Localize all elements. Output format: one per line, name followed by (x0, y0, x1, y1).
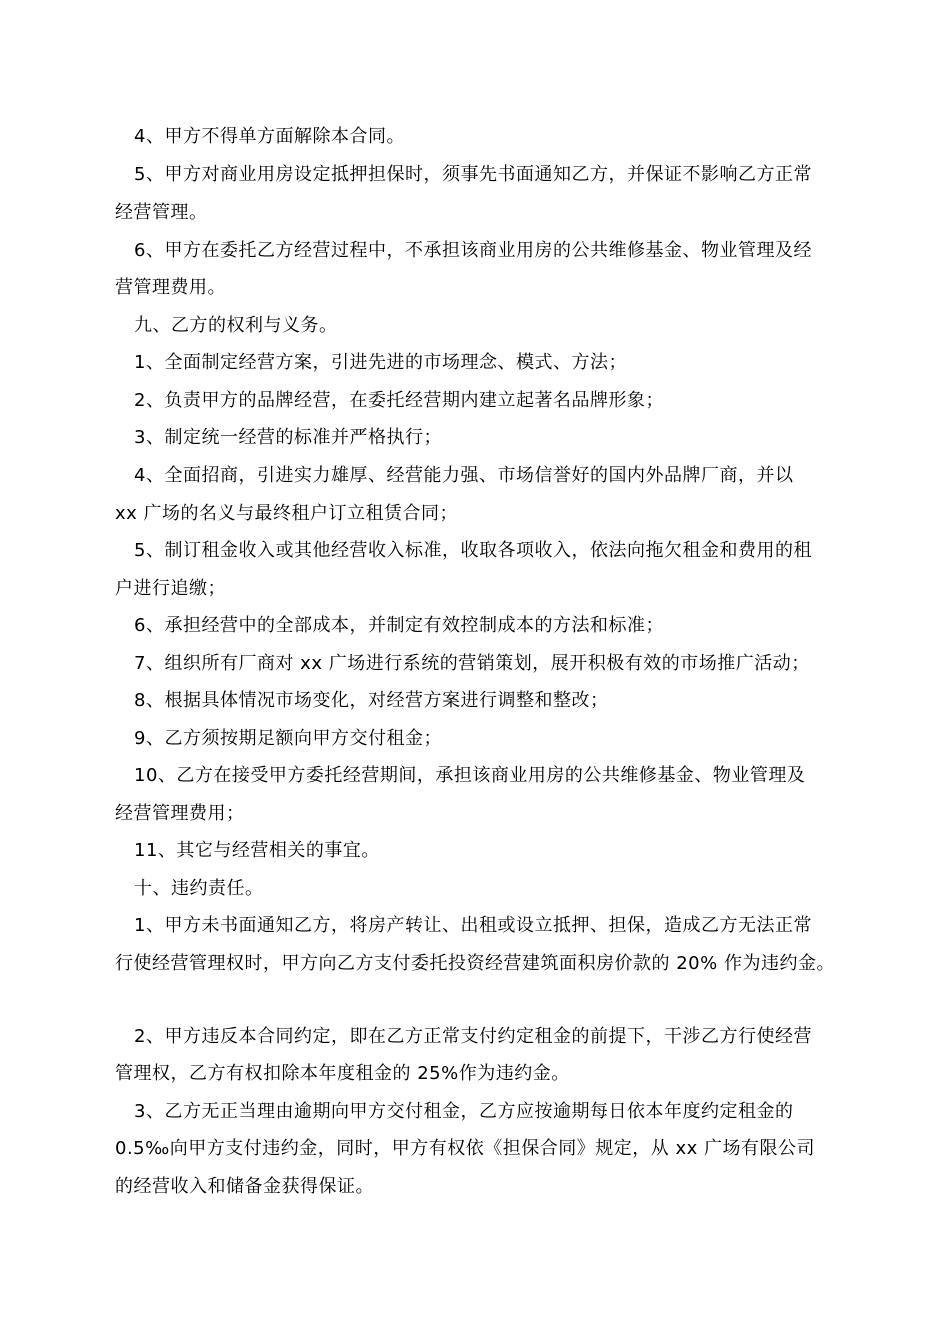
paragraph-line: 0.5‰向甲方支付违约金，同时，甲方有权依《担保合同》规定，从 xx 广场有限公司 (115, 1138, 816, 1159)
paragraph-line: 8、根据具体情况市场变化，对经营方案进行调整和整改； (134, 690, 609, 711)
paragraph-line: 营管理费用。 (115, 277, 226, 298)
paragraph-line: 行使经营管理权时，甲方向乙方支付委托投资经营建筑面积房价款的 20% 作为违约金。 (115, 953, 835, 974)
paragraph-line: 3、制定统一经营的标准并严格执行； (134, 427, 442, 448)
paragraph-line: 户进行追缴； (115, 578, 226, 599)
paragraph-line: 6、承担经营中的全部成本，并制定有效控制成本的方法和标准； (134, 615, 664, 636)
section-heading: 十、违约责任。 (134, 878, 264, 899)
paragraph-line: 1、甲方未书面通知乙方，将房产转让、出租或设立抵押、担保，造成乙方无法正常 (134, 915, 812, 936)
paragraph-line: xx 广场的名义与最终租户订立租赁合同； (115, 503, 459, 524)
paragraph-line: 4、甲方不得单方面解除本合同。 (134, 126, 405, 147)
paragraph-line: 经营管理费用； (115, 803, 245, 824)
paragraph-line: 2、甲方违反本合同约定，即在乙方正常支付约定租金的前提下，干涉乙方行使经营 (134, 1026, 812, 1047)
paragraph-line: 的经营收入和储备金获得保证。 (115, 1176, 374, 1197)
paragraph-line: 5、甲方对商业用房设定抵押担保时，须事先书面通知乙方，并保证不影响乙方正常 (134, 164, 812, 185)
paragraph-line: 管理权，乙方有权扣除本年度租金的 25%作为违约金。 (115, 1063, 570, 1084)
paragraph-line: 经营管理。 (115, 202, 208, 223)
paragraph-line: 6、甲方在委托乙方经营过程中，不承担该商业用房的公共维修基金、物业管理及经 (134, 240, 812, 261)
paragraph-line: 11、其它与经营相关的事宜。 (134, 840, 380, 861)
section-heading: 九、乙方的权利与义务。 (134, 315, 338, 336)
paragraph-line: 7、组织所有厂商对 xx 广场进行系统的营销策划，展开积极有效的市场推广活动； (134, 653, 810, 674)
paragraph-line: 10、乙方在接受甲方委托经营期间，承担该商业用房的公共维修基金、物业管理及 (134, 765, 806, 786)
paragraph-line: 2、负责甲方的品牌经营，在委托经营期内建立起著名品牌形象； (134, 390, 664, 411)
paragraph-line: 5、制订租金收入或其他经营收入标准，收取各项收入，依法向拖欠租金和费用的租 (134, 540, 812, 561)
paragraph-line: 3、乙方无正当理由逾期向甲方交付租金，乙方应按逾期每日依本年度约定租金的 (134, 1101, 794, 1122)
paragraph-line: 9、乙方须按期足额向甲方交付租金； (134, 728, 442, 749)
paragraph-line: 4、全面招商，引进实力雄厚、经营能力强、市场信誉好的国内外品牌厂商，并以 (134, 465, 794, 486)
paragraph-line: 1、全面制定经营方案，引进先进的市场理念、模式、方法； (134, 352, 627, 373)
